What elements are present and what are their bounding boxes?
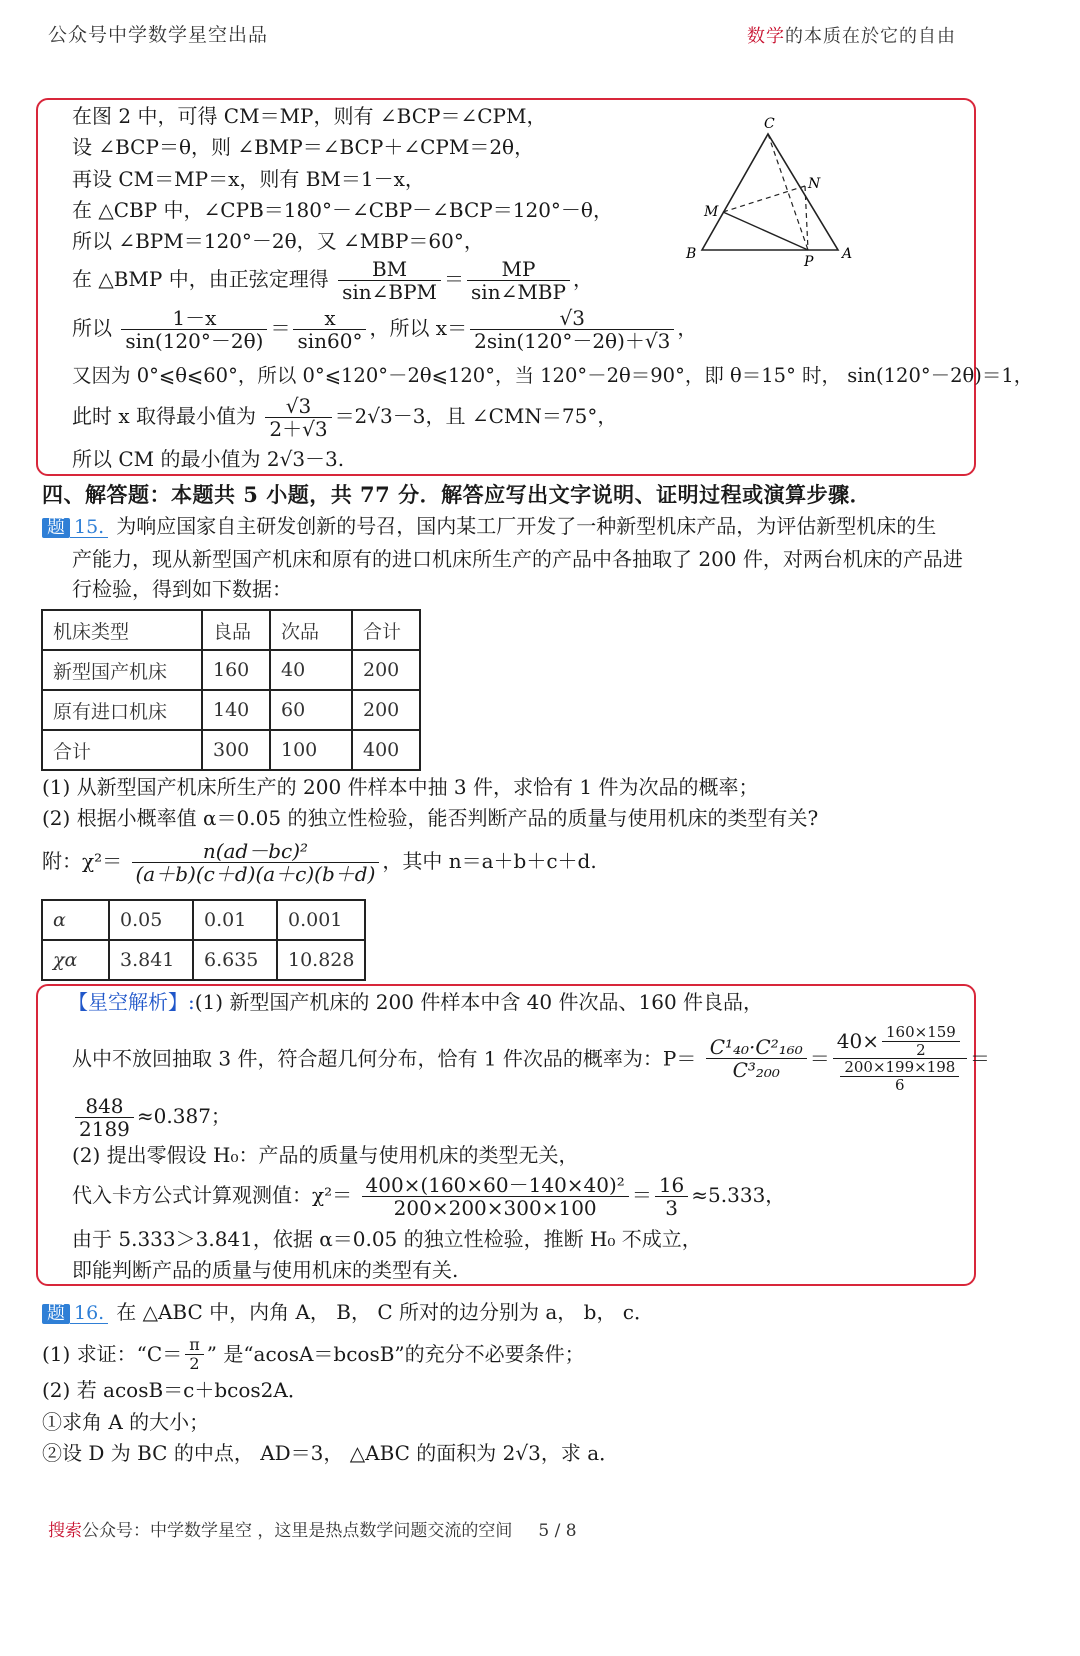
min-frac-num: √3 [265, 395, 331, 418]
label-p: P [804, 254, 814, 270]
chi-formula-den: (a＋b)(c＋d)(a＋c)(b＋d) [135, 862, 376, 886]
prob-frac-den: C³₂₀₀ [732, 1058, 780, 1082]
inner-num-frac [882, 1024, 960, 1058]
so-frac-1-den: sin(120°－2θ) [125, 329, 264, 353]
so-frac-2-den: sin60° [297, 329, 363, 353]
sol15-l2-prefix: 从中不放回抽取 3 件，符合超几何分布，恰有 1 件次品的概率为：P＝ [72, 1046, 697, 1071]
table-cell: 40 [270, 650, 352, 690]
sol15-l1: (1) 新型国产机床的 200 件样本中含 40 件次品、160 件良品， [194, 990, 764, 1014]
inner-den-frac [840, 1059, 959, 1093]
segment-mp [723, 212, 808, 250]
footer-search-label: 搜索 [48, 1521, 82, 1541]
q16-part1-prefix: (1) 求证：“C＝ [42, 1342, 183, 1367]
label-c: C [764, 116, 775, 132]
table-cell: 400 [352, 730, 420, 770]
sol14-line-3: 再设 CM＝MP＝x，则有 BM＝1－x， [72, 167, 425, 191]
q15-part-2: (2) 根据小概率值 α＝0.05 的独立性检验，能否判断产品的质量与使用机床的类型有关? [42, 806, 819, 830]
footer-text: 公众号：中学数学星空 ，这里是热点数学问题交流的空间 [82, 1521, 513, 1541]
pi-half-num: π [185, 1336, 204, 1355]
table-cell: 0.05 [109, 900, 193, 940]
q15-stem-line-1 [42, 516, 936, 538]
critical-value-table [41, 899, 366, 981]
sol15-line-5: 代入卡方公式计算观测值：χ²＝ $\frac{\text{400×(160×60－140×40)²}}{200\times 200\times 300\times 100}$ ＝ $\frac{16}{3}$ ≈5.333， [72, 1173, 786, 1220]
so-frac-3-den: 2sin(120°－2θ)＋√3 [474, 329, 671, 353]
header-right-motto [747, 22, 956, 48]
table-header-cell: 机床类型 [42, 610, 202, 650]
chi-result-num: 16 [655, 1174, 688, 1197]
so-frac-3-num: √3 [470, 307, 674, 330]
min-prefix: 此时 x 取得最小值为 [72, 404, 256, 428]
chi-formula-num: n(ad－bc)² [132, 840, 380, 863]
segment-np-dashed [805, 186, 808, 250]
table-row [42, 900, 365, 940]
table-cell: 60 [270, 690, 352, 730]
so-frac-2-num: x [293, 307, 366, 330]
segment-cp-dashed [768, 134, 808, 250]
table-header-cell: 良品 [202, 610, 270, 650]
prob-frac-num: C¹₄₀·C²₁₆₀ [706, 1036, 807, 1059]
table-cell: α [42, 900, 109, 940]
sol15-line-4: (2) 提出零假设 H₀：产品的质量与使用机床的类型无关， [72, 1143, 579, 1167]
q16-stem: 在 △ABC 中，内角 A， B， C 所对的边分别为 a， b， c． [116, 1300, 655, 1324]
inner-num-frac-den: 2 [916, 1040, 926, 1059]
prob-frac-combination [706, 1036, 807, 1081]
sol14-range-line: 又因为 0°⩽θ⩽60°，所以 0°⩽120°－2θ⩽120°，当 120°－2θ＝90°，即 θ＝15° 时， sin(120°－2θ)＝1， [72, 364, 1034, 387]
sine-frac-2-den: sin∠MBP [471, 280, 566, 304]
footer-page: 5 / 8 [538, 1521, 577, 1541]
q16-part1-suffix: ” 是“acosA＝bcosB”的充分不必要条件； [206, 1342, 585, 1367]
chi-calc-den: 200×200×300×100 [393, 1196, 597, 1220]
result-frac-den: 2189 [79, 1117, 130, 1141]
sol15-line-7: 即能判断产品的质量与使用机床的类型有关. [72, 1258, 459, 1282]
label-m: M [704, 204, 719, 220]
sine-frac-2 [467, 258, 570, 303]
sol15-line-2: 从中不放回抽取 3 件，符合超几何分布，恰有 1 件次品的概率为：P＝ $\frac{\text{C¹₄₀·C²₁₆₀}}{\text{C³₂₀₀}}$ ＝ 40× $\frac{160\times 159}{2}$ $\frac{200\times 199\times 198}{6}$ ＝ [72, 1023, 990, 1094]
sol15-line-1 [68, 992, 763, 1012]
q16-sub-2: ②设 D 为 BC 的中点， AD＝3， △ABC 的面积为 2√3，求 a． [42, 1441, 620, 1465]
result-frac [75, 1095, 134, 1140]
so-frac-1-num: 1－x [121, 307, 267, 330]
result-frac-num: 848 [75, 1095, 134, 1118]
chi-calc-frac [362, 1174, 629, 1219]
sol15-tag: 【星空解析】: [68, 990, 195, 1014]
pi-half-frac [185, 1336, 204, 1372]
triangle-figure [680, 112, 880, 272]
sine-frac-1-num: BM [338, 258, 441, 281]
chi-result-frac [655, 1174, 688, 1219]
prob-frac-expanded-den [833, 1059, 967, 1093]
sol15-line-6: 由于 5.333＞3.841，依据 α＝0.05 的独立性检验，推断 H₀ 不成立， [72, 1227, 702, 1251]
appendix-prefix: 附：χ²＝ [42, 849, 123, 873]
sol14-line-2: 设 ∠BCP＝θ，则 ∠BMP＝∠BCP＋∠CPM＝2θ， [72, 135, 535, 159]
q16-part-1 [42, 1336, 585, 1372]
appendix-suffix: ，其中 n＝a＋b＋c＋d. [382, 849, 597, 873]
sol14-so-line: 所以 $\frac{1-x}{\sin(120^\circ-2\theta)}$ ＝ $\frac{x}{\sin 60^\circ}$ ，所以 x＝ $\frac{√3}{2\sin(120^\circ-2\theta)+√3}$ ， [72, 306, 698, 353]
chi-calc-num: 400×(160×60－140×40)² [362, 1174, 629, 1197]
sol14-min-line [72, 395, 617, 440]
sol14-sine-law: 在 △BMP 中，由正弦定理得 $\frac{BM}{\text{sin∠BPM}}$ ＝ $\frac{MP}{\text{sin∠MBP}}$ ， [72, 257, 593, 304]
sol14-line-5: 所以 ∠BPM＝120°－2θ，又 ∠MBP＝60°， [72, 229, 484, 253]
sol14-line-4: 在 △CBP 中，∠CPB＝180°－∠CBP－∠BCP＝120°－θ， [72, 198, 613, 222]
sine-law-prefix: 在 △BMP 中，由正弦定理得 [72, 267, 329, 291]
table-row [42, 730, 420, 770]
table-cell: 100 [270, 730, 352, 770]
so-prefix: 所以 [72, 316, 112, 340]
q15-part-1: (1) 从新型国产机床所生产的 200 件样本中抽 3 件，求恰有 1 件为次品的概率； [42, 775, 759, 799]
so-frac-1 [121, 307, 267, 352]
chi-result-den: 3 [665, 1196, 678, 1220]
pi-half-den: 2 [189, 1353, 200, 1373]
min-frac-den: 2＋√3 [269, 417, 328, 441]
label-b: B [686, 246, 697, 262]
sine-frac-1-den: sin∠BPM [342, 280, 438, 304]
inner-den-frac-den: 6 [895, 1075, 905, 1094]
table-cell: 160 [202, 650, 270, 690]
q16-stem-line [42, 1302, 654, 1324]
sine-frac-1 [338, 258, 441, 303]
inner-den-frac-num: 200×199×198 [840, 1059, 959, 1077]
prob-frac-expanded [833, 1024, 967, 1093]
table-row [42, 650, 420, 690]
label-a: A [842, 246, 853, 262]
table-row [42, 940, 365, 980]
table-cell: 10.828 [277, 940, 365, 980]
sol14-final-line: 所以 CM 的最小值为 2√3－3. [72, 447, 345, 471]
label-n: N [808, 176, 821, 192]
chi-calc-prefix: 代入卡方公式计算观测值：χ²＝ [72, 1183, 353, 1207]
table-cell: 200 [352, 650, 420, 690]
sol14-line-1: 在图 2 中，可得 CM＝MP，则有 ∠BCP＝∠CPM， [72, 104, 547, 128]
table-cell: 3.841 [109, 940, 193, 980]
min-suffix: ＝2√3－3，且 ∠CMN＝75°， [334, 404, 618, 428]
q15-stem-line-2: 产能力，现从新型国产机床和原有的进口机床所生产的产品中各抽取了 200 件，对两台机床的产品进 [72, 547, 963, 571]
min-frac [265, 395, 331, 440]
table-cell: 200 [352, 690, 420, 730]
q15-stem-line-3: 行检验，得到如下数据： [72, 577, 292, 601]
table-row [42, 690, 420, 730]
sine-frac-2-num: MP [467, 258, 570, 281]
q16-sub-1: ①求角 A 的大小； [42, 1410, 210, 1434]
table-header-row [42, 610, 420, 650]
table-cell: 新型国产机床 [42, 650, 202, 690]
header-left-title: 公众号中学数学星空出品 [48, 24, 269, 46]
sol15-line-3 [72, 1095, 231, 1140]
q15-data-table [41, 609, 421, 771]
q16-number: 16. [70, 1304, 108, 1324]
table-cell: 原有进口机床 [42, 690, 202, 730]
q15-appendix [42, 840, 597, 885]
table-cell: 6.635 [193, 940, 277, 980]
header-motto-red: 数学 [747, 26, 785, 47]
so-frac-3 [470, 307, 674, 352]
table-cell: χα [42, 940, 109, 980]
q16-part-2: (2) 若 acosB＝c＋bcos2A． [42, 1378, 308, 1402]
table-cell: 0.01 [193, 900, 277, 940]
table-cell: 0.001 [277, 900, 365, 940]
result-suffix: ≈0.387； [136, 1104, 231, 1128]
chi-calc-suffix: ≈5.333， [691, 1183, 786, 1207]
table-cell: 140 [202, 690, 270, 730]
so-mid: ，所以 x＝ [369, 316, 468, 340]
header-motto-rest: 的本质在於它的自由 [785, 26, 956, 47]
expanded-num-prefix: 40× [836, 1029, 880, 1053]
so-frac-2 [293, 307, 366, 352]
q15-stem-1: 为响应国家自主研发创新的号召，国内某工厂开发了一种新型机床产品，为评估新型机床的生 [116, 514, 937, 538]
q15-badge: 题 [42, 518, 70, 538]
prob-frac-expanded-num [833, 1024, 967, 1059]
inner-num-frac-num: 160×159 [882, 1024, 960, 1042]
footer [48, 1516, 577, 1541]
table-header-cell: 次品 [270, 610, 352, 650]
chi-square-formula [132, 840, 380, 885]
table-header-cell: 合计 [352, 610, 420, 650]
q16-badge: 题 [42, 1304, 70, 1324]
section-heading: 四、解答题：本题共 5 小题，共 77 分．解答应写出文字说明、证明过程或演算步骤． [42, 482, 872, 507]
table-cell: 合计 [42, 730, 202, 770]
q15-number: 15. [70, 518, 108, 538]
table-cell: 300 [202, 730, 270, 770]
